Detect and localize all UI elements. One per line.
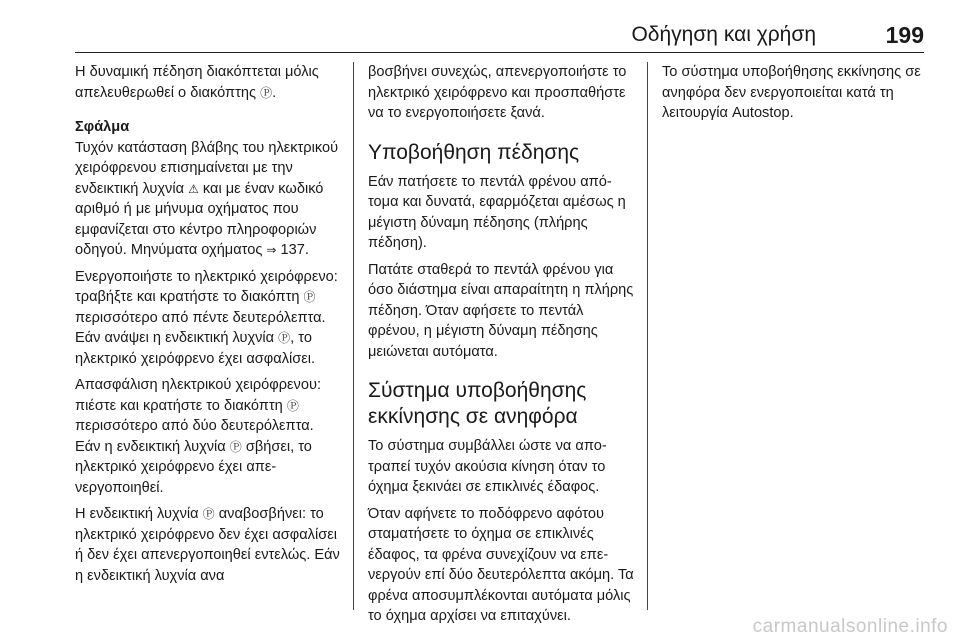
paragraph: [75, 504, 341, 586]
text-run: Η δυναμική πέδηση διακόπτεται μόλις απελευθερωθεί ο διακόπτης: [75, 64, 319, 101]
column-divider: [353, 62, 354, 610]
section-title: Οδήγηση και χρήση: [631, 23, 816, 46]
fault-heading: Σφάλμα: [75, 119, 130, 135]
paragraph: [75, 62, 341, 103]
column-divider: [647, 62, 648, 610]
paragraph: [75, 267, 341, 370]
watermark: carmanualsonline.info: [752, 616, 948, 637]
text-run: Απασφάλιση ηλεκτρικού χειρόφρενου: πιέστε και κρατήστε το διακόπτη: [75, 377, 321, 414]
text-run: και με έναν κωδικό αριθμό ή με μήνυμα οχήματος που εμφανίζεται στο κέντρο πληροφοριών οδηγού. Μηνύματα οχήματος: [75, 180, 324, 258]
text-run: Ενεργοποιήστε το ηλεκτρικό χειρόφρενο: τραβήξτε και κρατήστε το διακόπτη: [75, 268, 338, 305]
text-run: σβήσει, το ηλεκτρικό χειρόφρενο έχει απενεργοποιηθεί.: [75, 438, 312, 496]
paragraph: [75, 138, 341, 261]
brake-fault-icon: ⚠: [188, 181, 199, 196]
paragraph: Όταν αφήνετε το ποδόφρενο αφότου σταματήσετε το όχημα σε επικλινές έδαφος, τα φρένα συνεχίζουν να επενεργούν επί δύο δευτερόλεπτα ακόμη. Τα φρένα αποσυμπλέκονται αυτόματα μόλις το όχημα αρχίσει να επιταχύνει.: [368, 505, 634, 624]
text-run: αναβοσβήνει: το ηλεκτρικό χειρόφρενο δεν έχει ασφαλίσει ή δεν έχει απενεργοποιηθεί εντελώς. Εάν η ενδεικτική λυχνία ανα: [75, 506, 340, 584]
parking-brake-icon: Ⓟ: [286, 398, 299, 413]
page-ref-arrow-icon: ⇒: [266, 243, 277, 257]
text-run: Η ενδεικτική λυχνία: [75, 506, 203, 522]
paragraph: Το σύστημα συμβάλλει ώστε να αποτραπεί τυχόν ακούσια κίνηση όταν το όχημα ξεκινάει σε επικλινές έδαφος.: [368, 438, 607, 495]
paragraph: βοσβήνει συνεχώς, απενεργοποιήστε το ηλεκτρικό χειρόφρενο και προσπαθήστε να το ενεργοποιήσετε ξανά.: [368, 64, 627, 121]
text-run: Τυχόν κατάσταση βλάβης του ηλεκτρικού χειρόφρενου επισημαίνεται με την ενδεικτική λυχνία: [75, 139, 339, 197]
text-run: περισσότερο από δύο δευτερόλεπτα. Εάν η ενδεικτική λυχνία: [75, 418, 314, 455]
parking-brake-icon: Ⓟ: [260, 85, 273, 100]
text-run: περισσότερο από πέντε δευτερόλεπτα. Εάν ανάψει η ενδεικτική λυχνία: [75, 309, 326, 346]
paragraph: [75, 375, 341, 498]
parking-brake-icon: Ⓟ: [278, 331, 291, 345]
text-run: , το ηλεκτρικό χειρόφρενο έχει ασφαλίσει.: [75, 330, 316, 367]
heading-brake-assist: Υποβοήθηση πέδησης: [368, 140, 580, 164]
parking-brake-icon: Ⓟ: [229, 439, 242, 454]
heading-hill-start-assist: Σύστημα υποβοήθησης εκκίνησης σε ανηφόρα: [368, 379, 587, 428]
page-header: [75, 20, 924, 53]
paragraph: Εάν πατήσετε το πεντάλ φρένου απότομα και δυνατά, εφαρμόζεται αμέσως η μέγιστη δύναμη πέδησης (πλήρης πέδηση).: [368, 173, 626, 251]
paragraph: Το σύστημα υποβοήθησης εκκίνησης σε ανηφόρα δεν ενεργοποιείται κατά τη λειτουργία Autostop.: [662, 64, 921, 121]
parking-brake-icon: Ⓟ: [202, 507, 215, 521]
paragraph: Πατάτε σταθερά το πεντάλ φρένου για όσο διάστημα είναι απαραίτητη η πλήρης πέδηση. Όταν αφήσετε το πεντάλ φρένου, η μέγιστη δύναμη πέδησης μειώνεται αυτόματα.: [368, 261, 634, 360]
text-run: .: [272, 84, 277, 101]
column-right: [662, 62, 928, 130]
page-number: 199: [885, 22, 924, 48]
column-middle: [368, 62, 634, 633]
column-left: [75, 62, 341, 592]
text-run: 137.: [276, 242, 309, 258]
parking-brake-icon: Ⓟ: [303, 290, 316, 304]
